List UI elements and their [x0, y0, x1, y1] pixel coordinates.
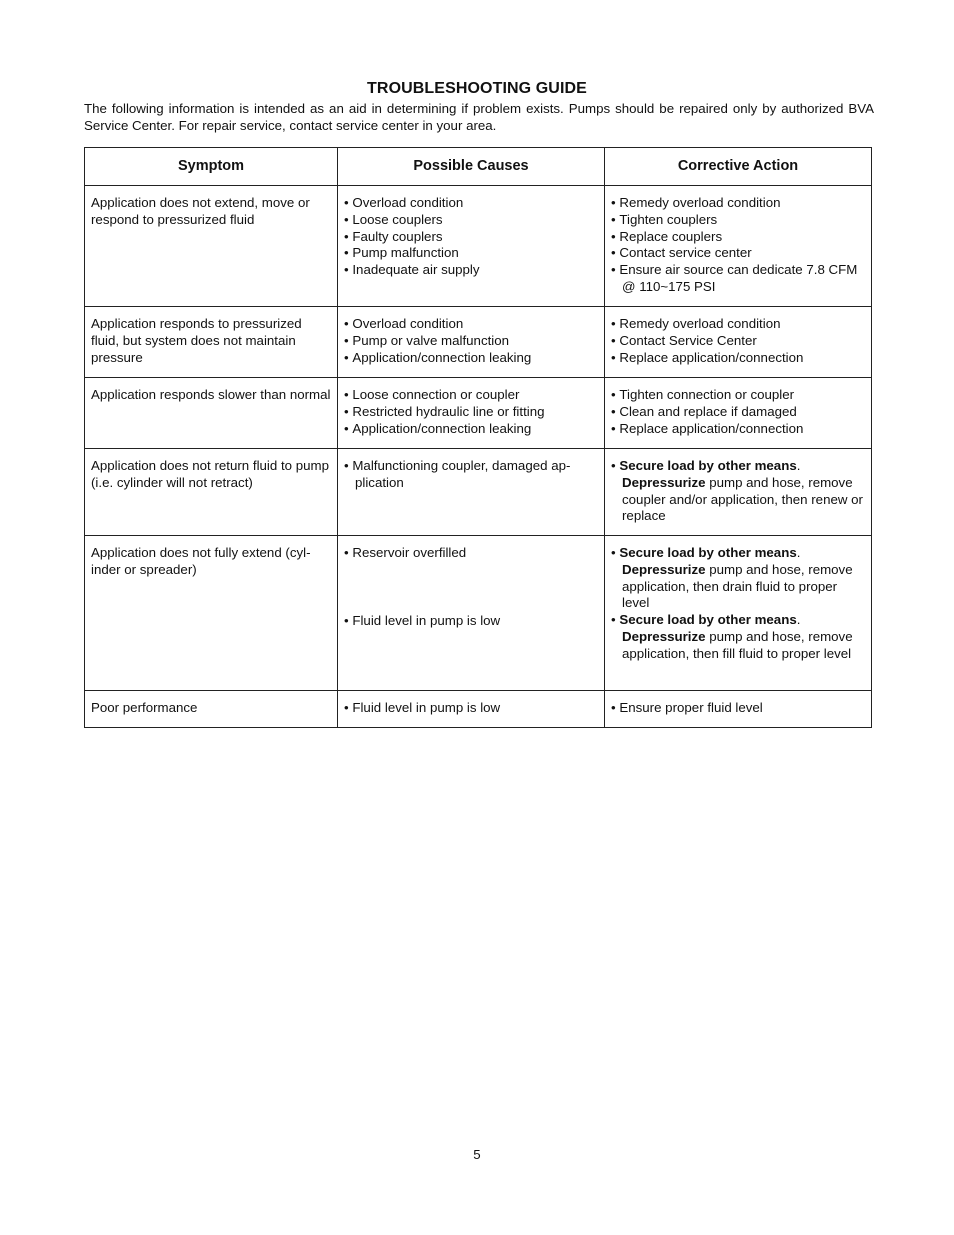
- cause-item: • Application/connection leaking: [344, 421, 598, 438]
- cause-item: • Pump or valve malfunction: [344, 333, 598, 350]
- header-symptom: Symptom: [85, 148, 338, 186]
- cause-item: • Fluid level in pump is low: [344, 613, 598, 630]
- actions-cell: [605, 691, 872, 728]
- table-row: [85, 378, 872, 449]
- cause-item: • Inadequate air supply: [344, 262, 598, 279]
- action-item: • Secure load by other means. Depressurize pump and hose, remove coupler and/or application, then renew or replace: [611, 458, 865, 525]
- actions-cell: [605, 186, 872, 307]
- header-corrective-action: Corrective Action: [605, 148, 872, 186]
- causes-cell: [338, 449, 605, 536]
- cause-item: • Reservoir overfilled: [344, 545, 598, 562]
- action-bold-depressurize: Depressurize: [622, 474, 706, 490]
- action-item: • Replace application/connection: [611, 421, 865, 438]
- action-item: • Contact service center: [611, 245, 865, 262]
- action-bold-secure: Secure load by other means: [619, 458, 797, 473]
- actions-cell: [605, 449, 872, 536]
- page-number: 5: [473, 1147, 481, 1162]
- cause-item: • Faulty couplers: [344, 229, 598, 246]
- action-item: • Remedy overload condition: [611, 195, 865, 212]
- table-row: [85, 691, 872, 728]
- cause-item: • Malfunctioning coupler, damaged ap-plication: [344, 458, 598, 492]
- cause-item: • Overload condition: [344, 195, 598, 212]
- action-item: • Contact Service Center: [611, 333, 865, 350]
- symptom-cell: Application does not return fluid to pump (i.e. cylinder will not retract): [85, 449, 338, 536]
- cause-item: • Loose couplers: [344, 212, 598, 229]
- action-bold-depressurize: Depressurize: [622, 628, 706, 644]
- action-item: • Replace application/connection: [611, 350, 865, 367]
- table-row: [85, 449, 872, 536]
- action-item: • Tighten couplers: [611, 212, 865, 229]
- intro-paragraph: The following information is intended as an aid in determining if problem exists. Pumps should be repaired only by authorized BVA Service Center. For repair service, contact service center in your area.: [84, 101, 874, 133]
- action-item: • Ensure air source can dedicate 7.8 CFM @ 110~175 PSI: [611, 262, 865, 296]
- action-item: • Remedy overload condition: [611, 316, 865, 333]
- cause-item: • Pump malfunction: [344, 245, 598, 262]
- symptom-cell: Application does not extend, move or respond to pressurized fluid: [85, 186, 338, 307]
- cause-item: • Loose connection or coupler: [344, 387, 598, 404]
- symptom-cell: Application does not fully extend (cyl-inder or spreader): [85, 536, 338, 691]
- action-bold-secure: Secure load by other means: [619, 612, 797, 628]
- action-item: • Tighten connection or coupler: [611, 387, 865, 404]
- action-bold-secure: Secure load by other means: [619, 545, 797, 560]
- table-row: [85, 307, 872, 378]
- symptom-cell: Poor performance: [85, 691, 338, 728]
- actions-cell: [605, 307, 872, 378]
- causes-cell: [338, 307, 605, 378]
- action-item: • Secure load by other means. Depressurize pump and hose, remove application, then drain fluid to proper level: [611, 545, 865, 612]
- header-possible-causes: Possible Causes: [338, 148, 605, 186]
- action-item: • Ensure proper fluid level: [611, 700, 865, 717]
- action-item: • Clean and replace if damaged: [611, 404, 865, 421]
- action-item: • Replace couplers: [611, 229, 865, 246]
- causes-cell: [338, 691, 605, 728]
- action-bold-depressurize: Depressurize: [622, 561, 706, 577]
- page-title: TROUBLESHOOTING GUIDE: [367, 80, 587, 97]
- table-row: [85, 186, 872, 307]
- symptom-cell: Application responds to pressurized fluid, but system does not maintain pressure: [85, 307, 338, 378]
- cause-item: • Application/connection leaking: [344, 350, 598, 367]
- cause-item: • Overload condition: [344, 316, 598, 333]
- symptom-cell: Application responds slower than normal: [85, 378, 338, 449]
- table-row: [85, 536, 872, 691]
- causes-cell: [338, 186, 605, 307]
- actions-cell: [605, 378, 872, 449]
- action-item: • Secure load by other means. Depressurize pump and hose, remove application, then fill fluid to proper level: [611, 612, 865, 662]
- troubleshooting-table: [84, 147, 872, 728]
- causes-cell: [338, 536, 605, 691]
- cause-item: • Restricted hydraulic line or fitting: [344, 404, 598, 421]
- causes-cell: [338, 378, 605, 449]
- table-header-row: [85, 148, 872, 186]
- cause-item: • Fluid level in pump is low: [344, 700, 598, 717]
- actions-cell: [605, 536, 872, 691]
